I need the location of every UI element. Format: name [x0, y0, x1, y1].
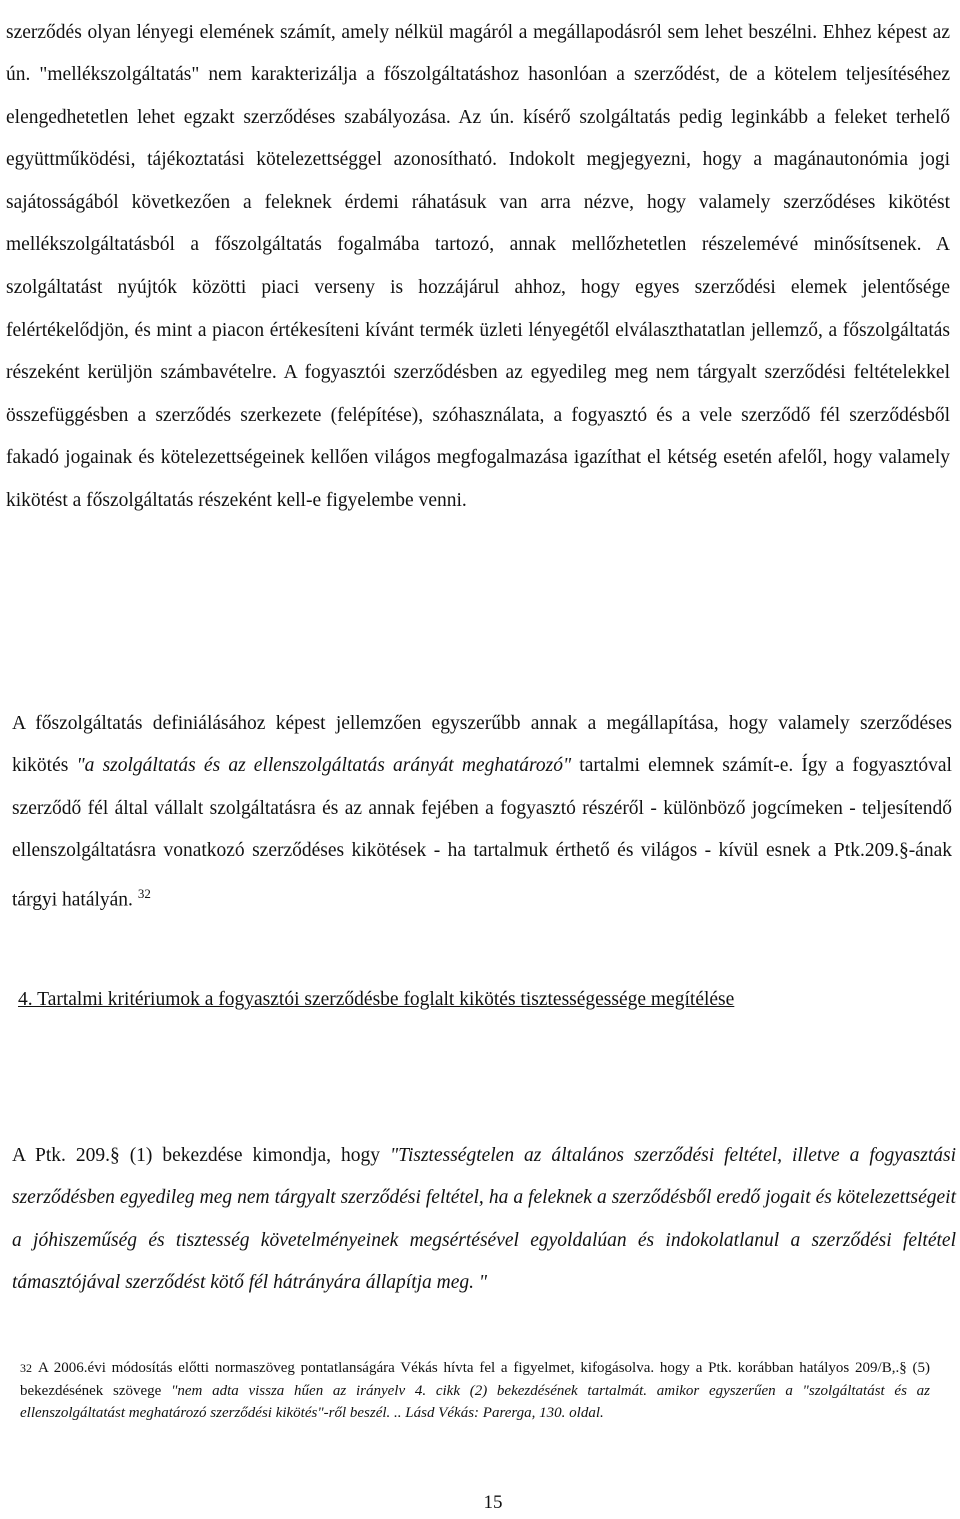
section-heading: 4. Tartalmi kritériumok a fogyasztói szerződésbe foglalt kikötés tisztességessége megítélése — [18, 989, 735, 1010]
body-paragraph-2 — [12, 703, 952, 922]
footnote — [20, 1357, 930, 1425]
footnote-text: A 2006.évi módosítás előtti normaszöveg pontatlanságára Vékás hívta fel a figyelmet, kifogásolva. hogy a Ptk. korábban hatályos 209/B,.§ (5) bekezdésének szövege — [20, 1360, 930, 1399]
footnote-reference[interactable]: 32 — [137, 885, 151, 901]
paragraph-2-quote: "a szolgáltatás és az ellenszolgáltatás arányát meghatározó" — [76, 755, 572, 777]
paragraph-2-text-end: tartalmi elemnek számít-e. Így a fogyasztóval szerződő fél által vállalt szolgáltatásra és az annak fejében a fogyasztó részéről - különböző jogcímeken - teljesítendő ellenszolgáltatásra vonatkozó szerződéses kikötések - ha tartalmuk érthető és világos - kívül esnek a Ptk.209.§-ának tárgyi hatályán. — [12, 755, 952, 911]
page-number: 15 — [483, 1492, 503, 1513]
paragraph-3-text-start: A Ptk. 209.§ (1) bekezdése kimondja, hogy — [12, 1144, 390, 1166]
paragraph-2-text-start: A főszolgáltatás definiálásához képest jellemzően egyszerűbb annak a megállapítása, hogy valamely szerződéses kikötés — [12, 712, 952, 777]
body-paragraph-3 — [12, 1135, 956, 1305]
footnote-mark: 32 — [20, 1361, 32, 1375]
paragraph-3-quote: "Tisztességtelen az általános szerződési feltétel, illetve a fogyasztási szerződésben egyedileg meg nem tárgyalt szerződési feltétel, ha a feleknek a szerződésből eredő jogait és kötelezettségeit a jóhiszeműség és tisztesség követelményeinek megsértésével egyoldalúan és indokolatlanul a szerződési feltétel támasztójával szerződést kötő fél hátrányára állapítja meg. " — [12, 1144, 956, 1294]
body-paragraph-1 — [6, 12, 950, 523]
footnote-quote: "nem adta vissza hűen az irányelv 4. cikk (2) bekezdésének tartalmát. amikor egyszerűen a "szolgáltatást és az ellenszolgáltatást meghatározó szerződési kikötés"-ről beszél. .. Lásd Vékás: Parerga, 130. oldal. — [20, 1382, 930, 1421]
paragraph-1-text: szerződés olyan lényegi elemének számít, amely nélkül magáról a megállapodásról sem lehet beszélni. Ehhez képest az ún. "mellékszolgáltatás" nem karakterizálja a főszolgáltatáshoz hasonlóan a szerződést, de a kötelem teljesítéséhez elengedhetetlen lehet egzakt szerződéses szabályozása. Az ún. kísérő szolgáltatás pedig leginkább a feleket terhelő együttműködési, tájékoztatási kötelezettséggel azonosítható. Indokolt megjegyezni, hogy a magánautonómia jogi sajátosságából következően a feleknek érdemi ráhatásuk van arra nézve, hogy valamely szerződéses kikötést mellékszolgáltatásból a főszolgáltatás fogalmába tartozó, annak mellőzhetetlen részelemévé minősítsenek. A szolgáltatást nyújtók közötti piaci verseny is hozzájárul ahhoz, hogy egyes szerződési elemek jelentősége felértékelődjön, és mint a piacon értékesíteni kívánt termék üzleti lényegétől elválaszthatatlan jellemző, a főszolgáltatás részeként kerüljön számbavételre. A fogyasztói szerződésben az egyedileg meg nem tárgyalt szerződési feltételekkel összefüggésben a szerződés szerkezete (felépítése), szóhasználata, a fogyasztó és a vele szerződő fél szerződésből fakadó jogainak és kötelezettségeinek kellően világos megfogalmazása igazíthat el kétség esetén afelől, hogy valamely kikötést a főszolgáltatás részeként kell-e figyelembe venni. — [6, 21, 950, 512]
